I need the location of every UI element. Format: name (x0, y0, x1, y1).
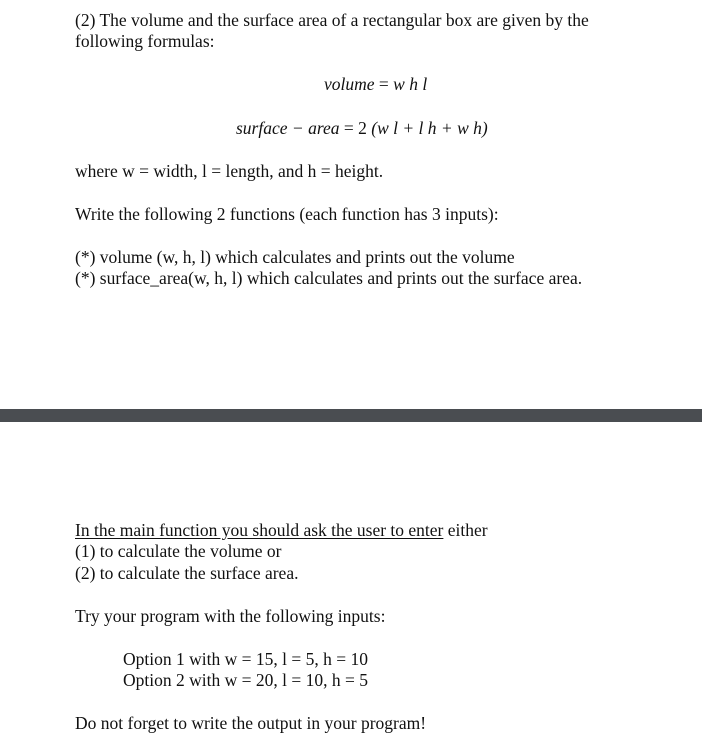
main-function-rest: either (443, 520, 488, 540)
try-inputs-line: Try your program with the following inputs: (75, 606, 386, 626)
variable-definitions: where w = width, l = length, and h = height. (75, 161, 384, 181)
formula-volume-lhs: volume (324, 74, 375, 94)
formula-surface-coef: 2 (358, 118, 372, 138)
closing-reminder: Do not forget to write the output in your program! (75, 713, 427, 733)
choice-surface-area: (2) to calculate the surface area. (75, 563, 299, 583)
main-function-line (75, 522, 488, 540)
instruction-line: Write the following 2 functions (each function has 3 inputs): (75, 204, 499, 224)
choice-volume: (1) to calculate the volume or (75, 541, 282, 561)
option-1: Option 1 with w = 15, l = 5, h = 10 (123, 649, 368, 669)
intro-line-2: following formulas: (75, 31, 215, 51)
formula-surface-eq: = (339, 118, 359, 138)
page-separator (0, 409, 702, 422)
intro-line-1: (2) The volume and the surface area of a rectangular box are given by the (75, 10, 589, 30)
formula-volume-rhs: w h l (393, 74, 428, 94)
formula-volume-eq: = (374, 74, 394, 94)
function-item-volume: (*) volume (w, h, l) which calculates and prints out the volume (75, 247, 515, 267)
formula-surface-area (236, 120, 488, 138)
function-item-surface-area: (*) surface_area(w, h, l) which calculates and prints out the surface area. (75, 268, 583, 288)
formula-volume (324, 76, 427, 94)
formula-surface-lhs: surface − area (236, 118, 340, 138)
formula-surface-rhs: (w l + l h + w h) (371, 118, 488, 138)
option-2: Option 2 with w = 20, l = 10, h = 5 (123, 670, 368, 690)
main-function-underlined: In the main function you should ask the user to enter (75, 520, 444, 540)
